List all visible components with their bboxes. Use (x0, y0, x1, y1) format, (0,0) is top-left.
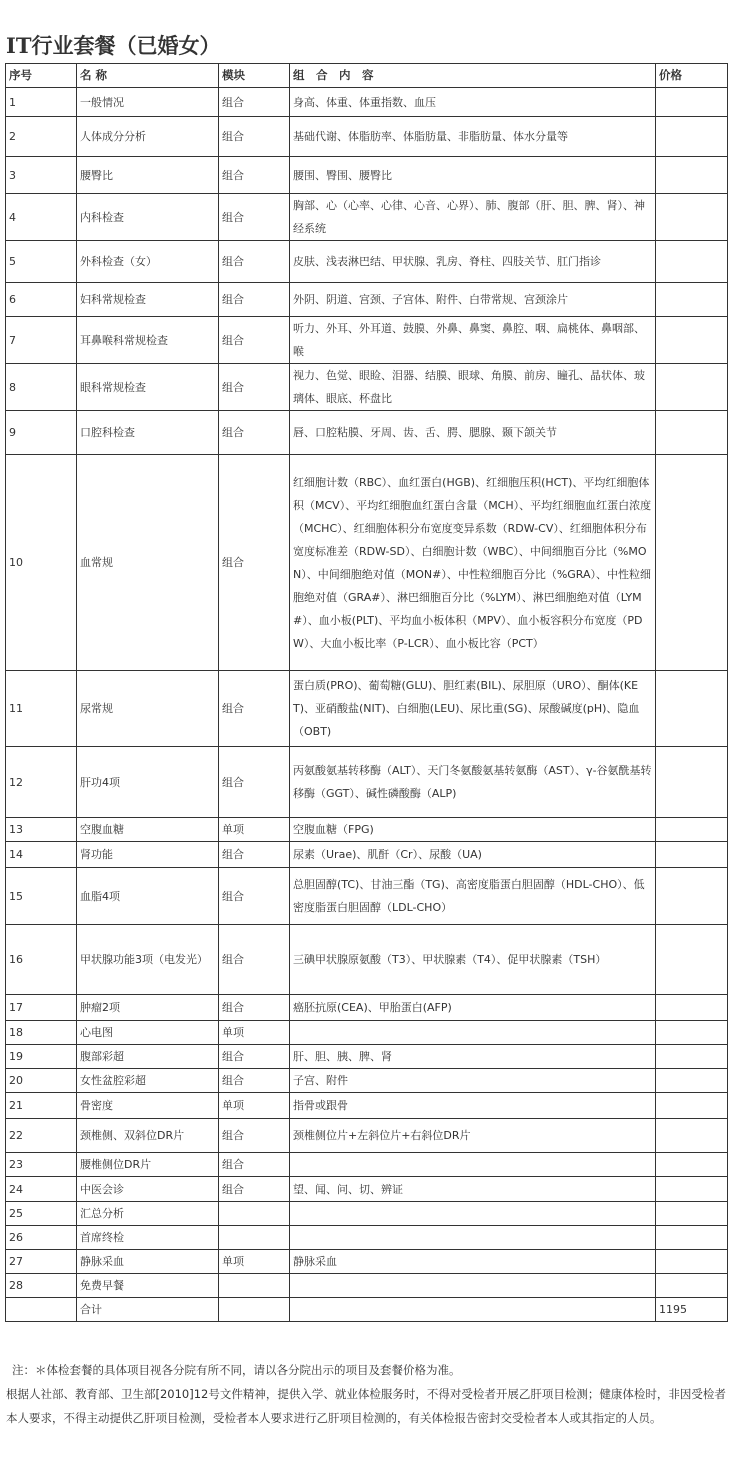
row-price (656, 1226, 728, 1250)
table-row (6, 1153, 728, 1177)
row-name: 口腔科检查 (77, 411, 219, 455)
header-content: 组 合 内 容 (290, 64, 656, 88)
table-row (6, 1119, 728, 1153)
row-no: 24 (6, 1177, 77, 1202)
table-row (6, 411, 728, 455)
table-row (6, 157, 728, 194)
header-no: 序号 (6, 64, 77, 88)
row-name: 尿常规 (77, 671, 219, 747)
row-content (290, 1202, 656, 1226)
table-row (6, 1177, 728, 1202)
row-module: 组合 (219, 671, 290, 747)
row-module: 组合 (219, 411, 290, 455)
row-name: 肿瘤2项 (77, 995, 219, 1021)
row-name: 一般情况 (77, 88, 219, 117)
table-row (6, 317, 728, 364)
total-content-cell (290, 1298, 656, 1322)
row-module: 单项 (219, 818, 290, 842)
row-price (656, 317, 728, 364)
row-price (656, 1250, 728, 1274)
row-price (656, 241, 728, 283)
row-content: 静脉采血 (290, 1250, 656, 1274)
row-name: 中医会诊 (77, 1177, 219, 1202)
table-row (6, 283, 728, 317)
row-module: 组合 (219, 1153, 290, 1177)
row-content: 听力、外耳、外耳道、鼓膜、外鼻、鼻窦、鼻腔、咽、扁桃体、鼻咽部、喉 (290, 317, 656, 364)
row-no: 20 (6, 1069, 77, 1093)
row-price (656, 283, 728, 317)
row-no: 27 (6, 1250, 77, 1274)
table-row (6, 1274, 728, 1298)
row-no: 23 (6, 1153, 77, 1177)
row-content (290, 1021, 656, 1045)
row-module: 组合 (219, 995, 290, 1021)
row-module: 组合 (219, 241, 290, 283)
row-no: 10 (6, 455, 77, 671)
row-no: 15 (6, 868, 77, 925)
row-name: 血常规 (77, 455, 219, 671)
row-module: 组合 (219, 88, 290, 117)
table-row (6, 364, 728, 411)
table-row (6, 241, 728, 283)
row-content: 尿素（Urae)、肌酐（Cr）、尿酸（UA) (290, 842, 656, 868)
row-no: 26 (6, 1226, 77, 1250)
row-price (656, 925, 728, 995)
row-content: 唇、口腔粘膜、牙周、齿、舌、腭、腮腺、颞下颌关节 (290, 411, 656, 455)
table-row (6, 1250, 728, 1274)
table-row (6, 1202, 728, 1226)
row-module: 单项 (219, 1093, 290, 1119)
row-module: 组合 (219, 317, 290, 364)
table-row (6, 117, 728, 157)
row-no: 7 (6, 317, 77, 364)
table-row (6, 671, 728, 747)
row-module (219, 1226, 290, 1250)
row-content: 三碘甲状腺原氨酸（T3）、甲状腺素（T4）、促甲状腺素（TSH） (290, 925, 656, 995)
row-price (656, 157, 728, 194)
row-no: 8 (6, 364, 77, 411)
row-content: 总胆固醇(TC)、甘油三酯（TG)、高密度脂蛋白胆固醇（HDL-CHO）、低密度脂蛋白胆固醇（LDL-CHO） (290, 868, 656, 925)
table-row (6, 925, 728, 995)
row-content: 望、闻、问、切、辨证 (290, 1177, 656, 1202)
total-price: 1195 (656, 1298, 728, 1322)
row-name: 血脂4项 (77, 868, 219, 925)
row-name: 肝功4项 (77, 747, 219, 818)
row-price (656, 1274, 728, 1298)
row-content: 指骨或跟骨 (290, 1093, 656, 1119)
row-content: 胸部、心（心率、心律、心音、心界）、肺、腹部（肝、胆、脾、肾）、神经系统 (290, 194, 656, 241)
row-name: 空腹血糖 (77, 818, 219, 842)
row-price (656, 1119, 728, 1153)
row-content: 腰围、臀围、腰臀比 (290, 157, 656, 194)
note-regulation: 根据人社部、教育部、卫生部[2010]12号文件精神，提供入学、就业体检服务时，不得对受检者开展乙肝项目检测；健康体检时，非因受检者本人要求，不得主动提供乙肝项目检测，受检者本人要求进行乙肝项目检测的，有关体检报告密封交受检者本人或其指定的人员。 (6, 1387, 726, 1425)
row-content: 视力、色觉、眼睑、泪器、结膜、眼球、角膜、前房、瞳孔、晶状体、玻璃体、眼底、杯盘比 (290, 364, 656, 411)
row-no: 5 (6, 241, 77, 283)
table-row (6, 1021, 728, 1045)
row-price (656, 194, 728, 241)
row-name: 甲状腺功能3项（电发光） (77, 925, 219, 995)
row-name: 妇科常规检查 (77, 283, 219, 317)
row-name: 人体成分分析 (77, 117, 219, 157)
package-table (5, 63, 728, 1322)
row-module: 组合 (219, 194, 290, 241)
row-no: 14 (6, 842, 77, 868)
row-no: 28 (6, 1274, 77, 1298)
total-no-cell (6, 1298, 77, 1322)
row-content: 蛋白质(PRO)、葡萄糖(GLU)、胆红素(BIL)、尿胆原（URO）、酮体(KET)、亚硝酸盐(NIT)、白细胞(LEU)、尿比重(SG)、尿酸碱度(pH)、隐血（OBT) (290, 671, 656, 747)
row-price (656, 117, 728, 157)
row-no: 25 (6, 1202, 77, 1226)
row-price (656, 818, 728, 842)
row-price (656, 88, 728, 117)
row-module: 组合 (219, 842, 290, 868)
row-no: 22 (6, 1119, 77, 1153)
row-name: 静脉采血 (77, 1250, 219, 1274)
row-module: 单项 (219, 1250, 290, 1274)
row-price (656, 1093, 728, 1119)
row-module (219, 1274, 290, 1298)
table-row (6, 455, 728, 671)
row-module: 单项 (219, 1021, 290, 1045)
row-name: 耳鼻喉科常规检查 (77, 317, 219, 364)
row-module (219, 1202, 290, 1226)
row-no: 16 (6, 925, 77, 995)
row-module: 组合 (219, 1119, 290, 1153)
row-no: 17 (6, 995, 77, 1021)
row-content: 外阴、阴道、宫颈、子宫体、附件、白带常规、宫颈涂片 (290, 283, 656, 317)
table-row (6, 194, 728, 241)
row-price (656, 1069, 728, 1093)
row-no: 6 (6, 283, 77, 317)
row-name: 免费早餐 (77, 1274, 219, 1298)
row-price (656, 1045, 728, 1069)
row-no: 11 (6, 671, 77, 747)
total-label: 合计 (77, 1298, 219, 1322)
table-row (6, 842, 728, 868)
table-row (6, 1093, 728, 1119)
row-module: 组合 (219, 925, 290, 995)
row-name: 腹部彩超 (77, 1045, 219, 1069)
row-no: 9 (6, 411, 77, 455)
row-price (656, 995, 728, 1021)
row-price (656, 868, 728, 925)
row-price (656, 364, 728, 411)
note-disclaimer: 注：＊体检套餐的具体项目视各分院有所不同，请以各分院出示的项目及套餐价格为准。 (12, 1363, 461, 1377)
row-name: 腰臀比 (77, 157, 219, 194)
row-content: 颈椎侧位片+左斜位片+右斜位DR片 (290, 1119, 656, 1153)
row-content: 肝、胆、胰、脾、肾 (290, 1045, 656, 1069)
row-price (656, 842, 728, 868)
table-row (6, 1226, 728, 1250)
table-row (6, 1069, 728, 1093)
row-module: 组合 (219, 868, 290, 925)
row-module: 组合 (219, 157, 290, 194)
row-name: 女性盆腔彩超 (77, 1069, 219, 1093)
row-name: 内科检查 (77, 194, 219, 241)
row-content (290, 1274, 656, 1298)
row-price (656, 1177, 728, 1202)
row-price (656, 455, 728, 671)
row-name: 汇总分析 (77, 1202, 219, 1226)
header-price: 价格 (656, 64, 728, 88)
row-name: 腰椎侧位DR片 (77, 1153, 219, 1177)
row-content: 癌胚抗原(CEA)、甲胎蛋白(AFP) (290, 995, 656, 1021)
row-module: 组合 (219, 1069, 290, 1093)
row-no: 3 (6, 157, 77, 194)
row-price (656, 1202, 728, 1226)
row-no: 1 (6, 88, 77, 117)
row-module: 组合 (219, 283, 290, 317)
row-module: 组合 (219, 1177, 290, 1202)
row-content (290, 1226, 656, 1250)
table-row (6, 747, 728, 818)
row-name: 眼科常规检查 (77, 364, 219, 411)
row-name: 肾功能 (77, 842, 219, 868)
row-price (656, 671, 728, 747)
row-name: 骨密度 (77, 1093, 219, 1119)
row-content: 身高、体重、体重指数、血压 (290, 88, 656, 117)
row-no: 13 (6, 818, 77, 842)
table-row (6, 995, 728, 1021)
table-row (6, 868, 728, 925)
row-module: 组合 (219, 455, 290, 671)
table-row (6, 88, 728, 117)
table-body (6, 88, 728, 1298)
row-content: 皮肤、浅表淋巴结、甲状腺、乳房、脊柱、四肢关节、肛门指诊 (290, 241, 656, 283)
row-module: 组合 (219, 364, 290, 411)
row-content (290, 1153, 656, 1177)
page-title: IT行业套餐（已婚女） (6, 33, 221, 58)
row-price (656, 747, 728, 818)
row-module: 组合 (219, 1045, 290, 1069)
row-module: 组合 (219, 747, 290, 818)
row-name: 颈椎侧、双斜位DR片 (77, 1119, 219, 1153)
total-row (6, 1298, 728, 1322)
row-name: 首席终检 (77, 1226, 219, 1250)
row-no: 19 (6, 1045, 77, 1069)
total-module-cell (219, 1298, 290, 1322)
row-no: 18 (6, 1021, 77, 1045)
row-content: 红细胞计数（RBC）、血红蛋白(HGB)、红细胞压积(HCT)、平均红细胞体积（MCV）、平均红细胞血红蛋白含量（MCH）、平均红细胞血红蛋白浓度（MCHC）、红细胞体积分布宽度变异系数（RDW-CV）、红细胞体积分布宽度标准差（RDW-SD）、白细胞计数（WBC）、中间细胞百分比（%MON）、中间细胞绝对值（MON#）、中性粒细胞百分比（%GRA）、中性粒细胞绝对值（GRA#）、淋巴细胞百分比（%LYM）、淋巴细胞绝对值（LYM#）、血小板(PLT)、平均血小板体积（MPV）、血小板容积分布宽度（PDW）、大血小板比率（P-LCR）、血小板比容（PCT） (290, 455, 656, 671)
header-name: 名 称 (77, 64, 219, 88)
row-price (656, 1153, 728, 1177)
row-content: 子宫、附件 (290, 1069, 656, 1093)
row-no: 2 (6, 117, 77, 157)
header-module: 模块 (219, 64, 290, 88)
table-row (6, 818, 728, 842)
notes-section (6, 1358, 726, 1430)
row-no: 4 (6, 194, 77, 241)
row-price (656, 411, 728, 455)
row-name: 心电图 (77, 1021, 219, 1045)
row-content: 空腹血糖（FPG) (290, 818, 656, 842)
table-header-row (6, 64, 728, 88)
row-no: 21 (6, 1093, 77, 1119)
row-content: 基础代谢、体脂肪率、体脂肪量、非脂肪量、体水分量等 (290, 117, 656, 157)
row-content: 丙氨酸氨基转移酶（ALT）、天门冬氨酸氨基转氨酶（AST）、γ-谷氨酰基转移酶（GGT）、碱性磷酸酶（ALP) (290, 747, 656, 818)
row-name: 外科检查（女） (77, 241, 219, 283)
row-no: 12 (6, 747, 77, 818)
table-row (6, 1045, 728, 1069)
row-price (656, 1021, 728, 1045)
row-module: 组合 (219, 117, 290, 157)
